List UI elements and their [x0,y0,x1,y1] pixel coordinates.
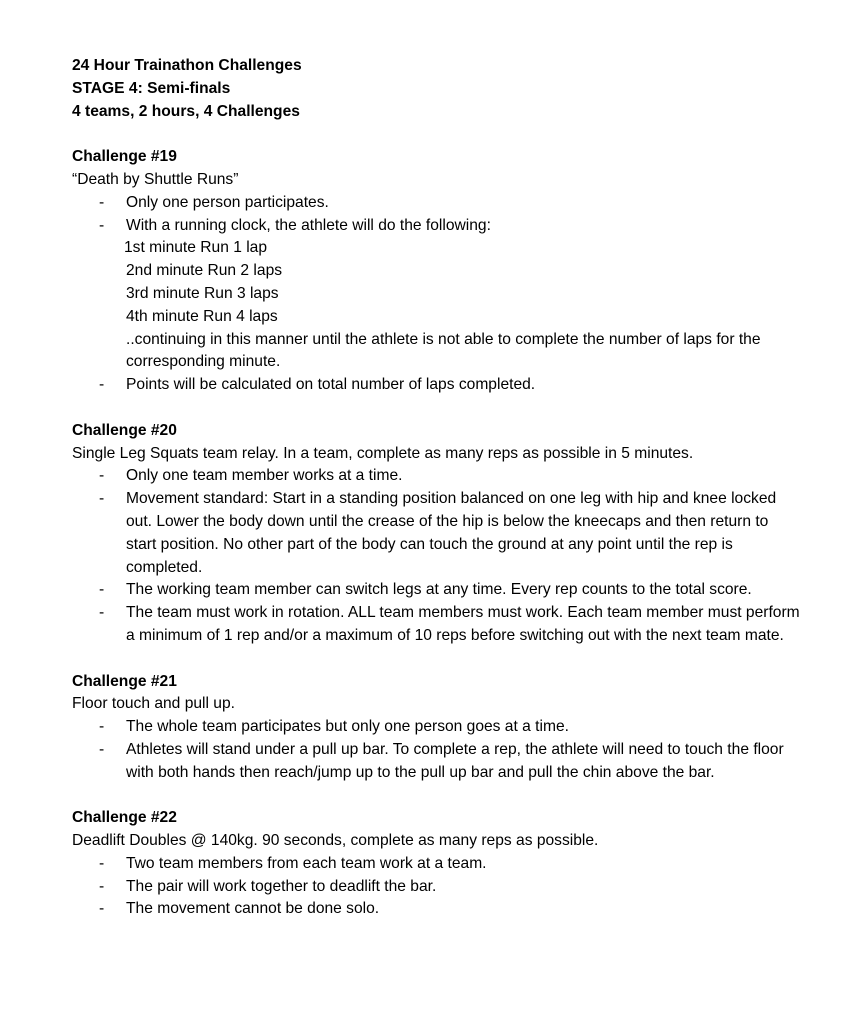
bullet-dash: - [99,490,105,508]
rule-text: Only one person participates. [126,193,329,211]
document-header [72,55,802,123]
rule-item [72,465,802,488]
challenge-title: Challenge #19 [72,148,177,166]
challenge-rules-list [72,192,802,397]
challenge-description: Floor touch and pull up. [72,695,235,713]
challenge-description: “Death by Shuttle Runs” [72,170,239,188]
rule-item [72,716,802,739]
rule-item [72,579,802,602]
challenge-title: Challenge #20 [72,421,177,439]
bullet-dash: - [99,877,105,895]
rule-item [72,898,802,921]
rule-item [72,374,802,397]
challenge-description: Single Leg Squats team relay. In a team, complete as many reps as possible in 5 minutes. [72,444,694,462]
schedule-line: 3rd minute Run 3 laps [126,284,279,302]
rule-text: Movement standard: Start in a standing position balanced on one leg with hip and knee locked out. Lower the body down until the crease of the hip is below the kneecaps and then return to start position. No other part of the body can touch the ground at any point until the rep is completed. [126,490,777,576]
schedule-line: ..continuing in this manner until the athlete is not able to complete the number of laps for the corresponding minute. [126,330,761,371]
challenge-rules-list [72,716,802,784]
rule-text: The working team member can switch legs at any time. Every rep counts to the total score. [126,581,752,599]
bullet-dash: - [99,467,105,485]
challenge-20-section [72,420,802,648]
bullet-dash: - [99,604,105,622]
rule-item [72,602,802,648]
bullet-dash: - [99,193,105,211]
challenge-title: Challenge #22 [72,809,177,827]
challenge-title: Challenge #21 [72,672,177,690]
rule-text: Points will be calculated on total number of laps completed. [126,376,536,394]
challenge-rules-list [72,465,802,647]
bullet-dash: - [99,900,105,918]
rule-text: With a running clock, the athlete will do the following: [126,216,491,234]
rule-item [72,876,802,899]
rule-text: The team must work in rotation. ALL team members must work. Each team member must perform a minimum of 1 rep and/or a maximum of 10 reps before switching out with the next team mate. [126,604,800,644]
challenge-rules-list [72,853,802,921]
bullet-dash: - [99,376,105,394]
document-title: 24 Hour Trainathon Challenges [72,57,302,74]
schedule-line: 1st minute Run 1 lap [124,239,268,257]
rule-item [72,488,802,579]
rule-item [72,215,802,375]
stage-summary: 4 teams, 2 hours, 4 Challenges [72,102,300,120]
rule-text: Two team members from each team work at a team. [126,854,487,872]
bullet-dash: - [99,581,105,599]
rule-text: Only one team member works at a time. [126,467,403,485]
rule-text: The movement cannot be done solo. [126,900,380,918]
challenge-22-section [72,807,802,921]
schedule-line: 2nd minute Run 2 laps [126,262,283,280]
document-page [72,55,802,921]
rule-item [72,739,802,785]
rule-item [72,192,802,215]
rule-text: The pair will work together to deadlift the bar. [126,877,437,895]
rule-text: Athletes will stand under a pull up bar. To complete a rep, the athlete will need to touch the floor with both hands then reach/jump up to the pull up bar and pull the chin above the bar. [126,740,784,781]
rule-item [72,853,802,876]
challenge-19-section [72,146,802,397]
bullet-dash: - [99,718,105,736]
challenge-description: Deadlift Doubles @ 140kg. 90 seconds, complete as many reps as possible. [72,832,599,850]
bullet-dash: - [99,740,105,758]
stage-title: STAGE 4: Semi-finals [72,79,231,97]
bullet-dash: - [99,854,105,872]
challenge-21-section [72,671,802,785]
rule-text: The whole team participates but only one person goes at a time. [126,718,569,736]
bullet-dash: - [99,216,105,234]
schedule-line: 4th minute Run 4 laps [126,307,278,325]
